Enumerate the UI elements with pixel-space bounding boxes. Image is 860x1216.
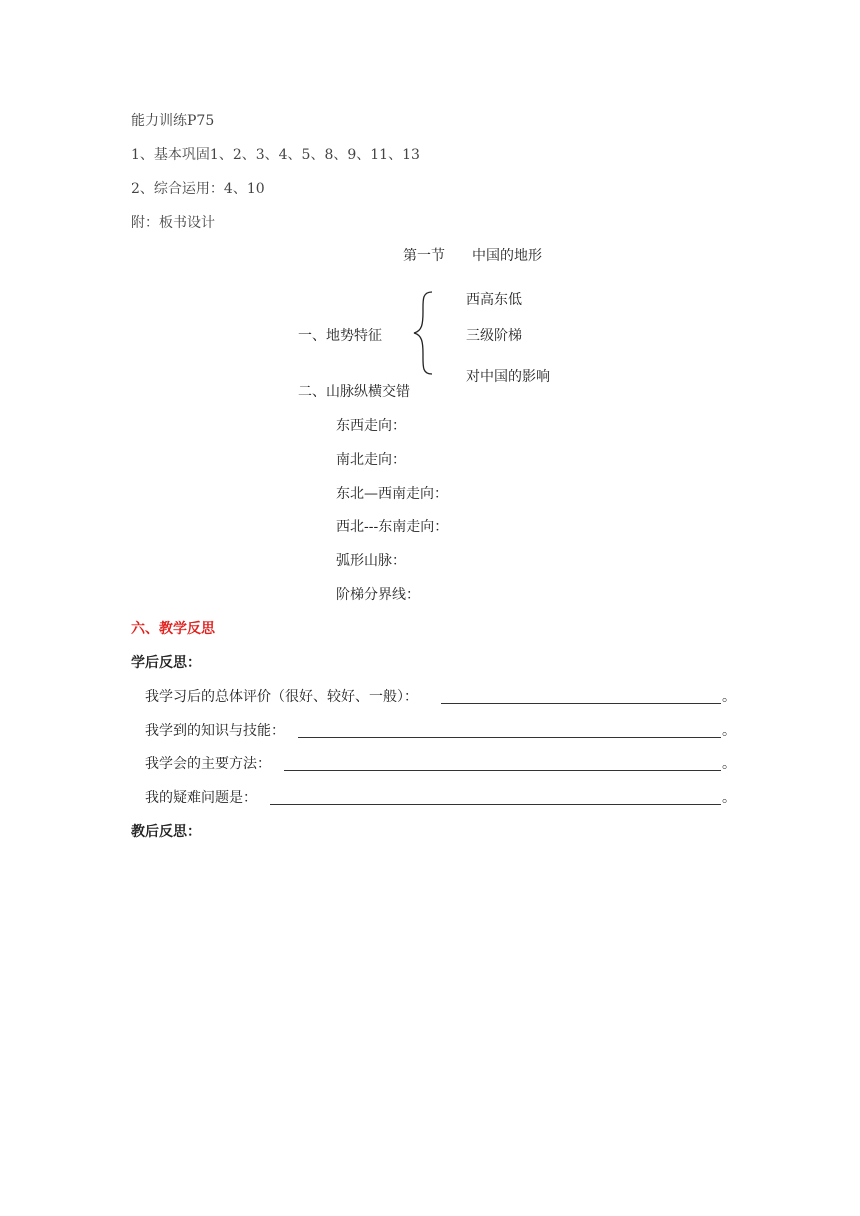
direction-item: 东北—西南走向： [336,486,448,502]
exercise-heading: 能力训练P75 [131,113,215,129]
end-mark: 。 [722,723,736,739]
direction-item: 弧形山脉： [336,553,406,569]
after-teaching-label: 教后反思： [131,824,201,840]
board-title-section: 第一节 [403,248,445,264]
answer-line[interactable] [284,770,721,771]
section-mountains: 二、山脉纵横交错 [298,384,410,400]
exercise-item-2: 2、综合运用：4、10 [131,181,265,197]
end-mark: 。 [722,756,736,772]
branch-item: 西高东低 [466,292,522,308]
branch-item: 三级阶梯 [466,328,522,344]
reflection-heading: 六、教学反思 [131,621,215,637]
prompt-main-methods: 我学会的主要方法： [145,756,271,772]
end-mark: 。 [722,790,736,806]
after-learning-label: 学后反思： [131,655,201,671]
end-mark: 。 [722,689,736,705]
curly-brace-icon [410,290,436,376]
direction-item: 南北走向： [336,452,406,468]
branch-item: 对中国的影响 [466,369,550,385]
prompt-difficult-questions: 我的疑难问题是： [145,790,257,806]
direction-item: 东西走向： [336,418,406,434]
prompt-overall-evaluation: 我学习后的总体评价（很好、较好、一般）： [145,689,418,705]
direction-item: 阶梯分界线： [336,587,420,603]
board-title-topic: 中国的地形 [472,248,542,264]
appendix-label: 附：板书设计 [131,215,215,231]
prompt-knowledge-skills: 我学到的知识与技能： [145,723,285,739]
section-terrain-features: 一、地势特征 [298,328,382,344]
answer-line[interactable] [441,703,721,704]
exercise-item-1: 1、基本巩固1、2、3、4、5、8、9、11、13 [131,147,420,163]
answer-line[interactable] [298,737,721,738]
answer-line[interactable] [270,804,721,805]
direction-item: 西北---东南走向： [336,519,449,535]
